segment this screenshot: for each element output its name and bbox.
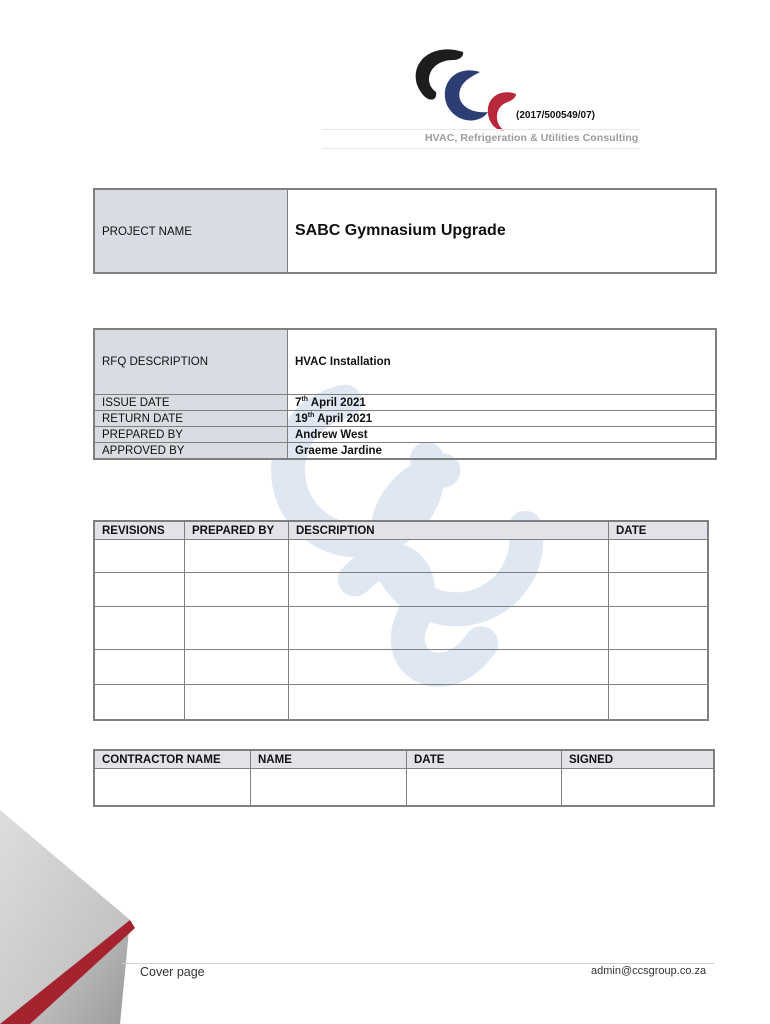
project-table <box>93 188 717 274</box>
prepared-by-value: Andrew West <box>288 427 717 443</box>
project-name-label: PROJECT NAME <box>102 226 192 238</box>
ccs-logo <box>408 42 526 134</box>
prepared-by-cell[interactable] <box>185 607 289 650</box>
description-cell[interactable] <box>289 573 609 607</box>
prepared-by-cell[interactable] <box>185 573 289 607</box>
table-row <box>94 769 714 806</box>
table-row <box>94 573 708 607</box>
approved-by-label-cell <box>94 443 288 460</box>
prepared-by-cell[interactable] <box>185 540 289 573</box>
footer-page-label: Cover page <box>140 965 205 979</box>
return-date-value: 19th April 2021 <box>288 411 717 427</box>
approved-by-value: Graeme Jardine <box>288 443 717 460</box>
date-cell[interactable] <box>407 769 562 806</box>
date-cell[interactable] <box>609 685 709 720</box>
rfq-table <box>93 328 717 460</box>
issue-date-label: ISSUE DATE <box>102 396 170 409</box>
date-cell[interactable] <box>609 607 709 650</box>
table-row <box>94 650 708 685</box>
rfq-description-value: HVAC Installation <box>288 329 717 395</box>
description-cell[interactable] <box>289 650 609 685</box>
revisions-header: REVISIONS <box>94 521 185 540</box>
return-date-label-cell <box>94 411 288 427</box>
issue-date-label-cell <box>94 395 288 411</box>
table-row <box>94 685 708 720</box>
revision-cell[interactable] <box>94 540 185 573</box>
prepared-by-cell[interactable] <box>185 650 289 685</box>
name-header: NAME <box>251 750 407 769</box>
prepared-by-cell[interactable] <box>185 685 289 720</box>
project-name-value: SABC Gymnasium Upgrade <box>295 222 506 239</box>
date-cell[interactable] <box>609 573 709 607</box>
name-cell[interactable] <box>251 769 407 806</box>
rfq-description-label: RFQ DESCRIPTION <box>102 356 209 368</box>
approved-by-label: APPROVED BY <box>102 444 185 457</box>
company-tagline: HVAC, Refrigeration & Utilities Consulting <box>425 132 639 144</box>
footer-divider <box>122 963 714 964</box>
prepared-by-label-cell <box>94 427 288 443</box>
revisions-date-header: DATE <box>609 521 709 540</box>
project-name-value-cell <box>288 189 717 273</box>
contractor-name-cell[interactable] <box>94 769 251 806</box>
date-cell[interactable] <box>609 540 709 573</box>
footer-email: admin@ccsgroup.co.za <box>591 965 707 977</box>
signed-cell[interactable] <box>562 769 715 806</box>
registration-number: (2017/500549/07) <box>516 110 595 121</box>
description-cell[interactable] <box>289 607 609 650</box>
revision-cell[interactable] <box>94 685 185 720</box>
revisions-table <box>93 520 709 721</box>
issue-date-value: 7th April 2021 <box>288 395 717 411</box>
description-cell[interactable] <box>289 685 609 720</box>
date-cell[interactable] <box>609 650 709 685</box>
table-row <box>94 607 708 650</box>
revision-cell[interactable] <box>94 573 185 607</box>
prepared-by-label: PREPARED BY <box>102 428 183 441</box>
revisions-prepared-by-header: PREPARED BY <box>185 521 289 540</box>
revisions-description-header: DESCRIPTION <box>289 521 609 540</box>
return-date-label: RETURN DATE <box>102 412 183 425</box>
date-header: DATE <box>407 750 562 769</box>
project-name-label-cell <box>94 189 288 273</box>
contractor-table <box>93 749 715 807</box>
rfq-description-label-cell <box>94 329 288 395</box>
corner-decoration <box>0 810 140 1024</box>
revision-cell[interactable] <box>94 607 185 650</box>
revision-cell[interactable] <box>94 650 185 685</box>
description-cell[interactable] <box>289 540 609 573</box>
table-row <box>94 540 708 573</box>
signed-header: SIGNED <box>562 750 715 769</box>
contractor-name-header: CONTRACTOR NAME <box>94 750 251 769</box>
